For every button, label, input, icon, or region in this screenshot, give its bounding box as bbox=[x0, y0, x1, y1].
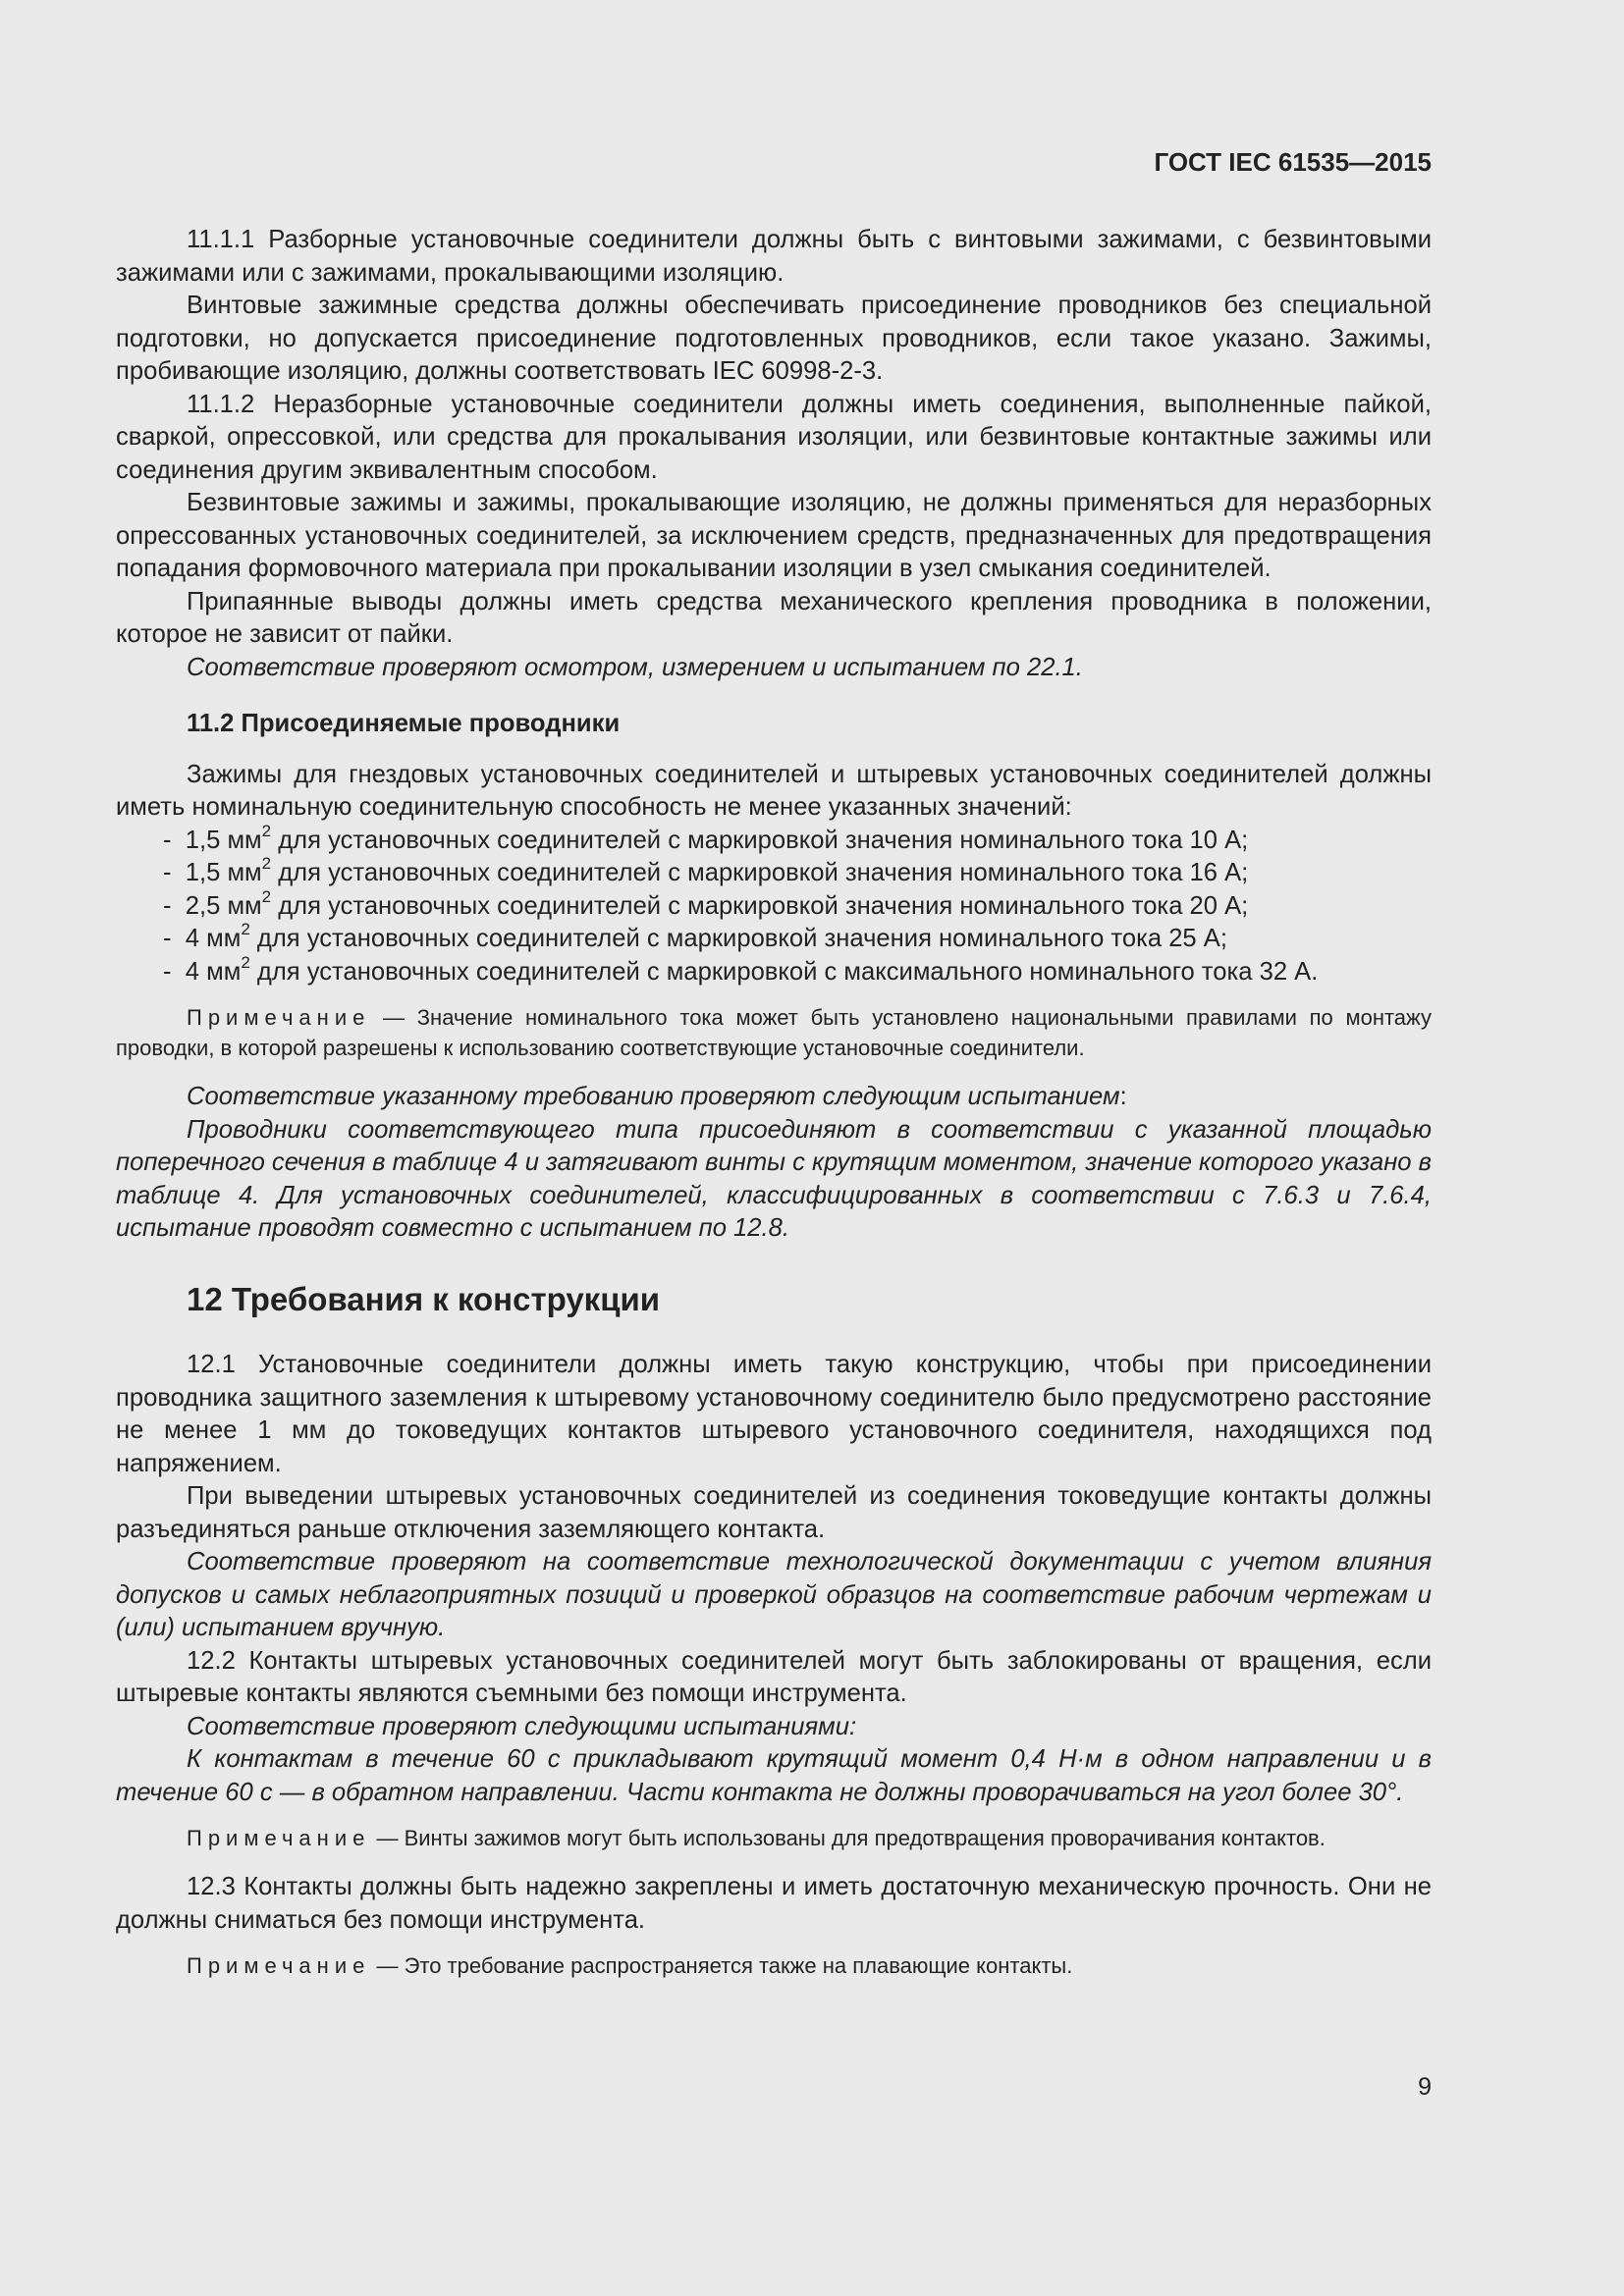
paragraph-12-2: 12.2 Контакты штыревых установочных соединителей могут быть заблокированы от вращения, если штыревые контакты являются съемными без помощи инструмента. bbox=[116, 1646, 1432, 1707]
compliance-documentation-check: Соответствие проверяют на соответствие технологической документации с учетом влияния допусков и самых неблагоприятных позиций и проверкой образцов на соответствие рабочим чертежам и (или) испытанием вручную. bbox=[116, 1548, 1432, 1641]
paragraph-11-1-1: 11.1.1 Разборные установочные соединители должны быть с винтовыми зажимами, с безвинтовыми зажимами или с зажимами, прокалывающими изоляцию. bbox=[116, 226, 1432, 287]
page-number: 9 bbox=[1418, 2073, 1432, 2101]
list-item: - 1,5 $мм^2$ для установочных соединителей с маркировкой значения номинального тока 16 А; bbox=[163, 854, 1249, 886]
paragraph-12-1: 12.1 Установочные соединители должны иметь такую конструкцию, чтобы при присоединении проводника защитного заземления к штыревому установочному соединителю было предусмотрено расстояние не менее 1 мм до токоведущих контактов штыревого установочного соединителя, находящихся под напряжением. bbox=[116, 1351, 1432, 1477]
compliance-test-intro: Соответствие указанному требованию проверяют следующим испытанием: bbox=[187, 1083, 1127, 1110]
compliance-statement: Соответствие проверяют осмотром, измерением и испытанием по 22.1. bbox=[187, 653, 1083, 681]
list-item: - 2,5 $мм^2$ для установочных соединителей с маркировкой значения номинального тока 20 А; bbox=[163, 886, 1249, 920]
list-item: - 4 $мм^2$ для установочных соединителей с маркировкой значения номинального тока 25 А; bbox=[163, 920, 1227, 952]
note-label: Примечание bbox=[187, 1826, 371, 1850]
paragraph-12-3: 12.3 Контакты должны быть надежно закреплены и иметь достаточную механическую прочность. Они не должны сниматься без помощи инструмента. bbox=[116, 1873, 1432, 1934]
page-content bbox=[116, 224, 1432, 1999]
note-rated-current: Примечание — Значение номинального тока может быть установлено национальными правилами по монтажу проводки, в которой разрешены к использованию соответствующие установочные соединители. bbox=[116, 1005, 1432, 1060]
note-label: Примечание bbox=[187, 1953, 371, 1978]
note-floating-contacts: Примечание — Это требование распространяется также на плавающие контакты. bbox=[187, 1953, 1073, 1978]
compliance-tests-intro: Соответствие проверяют следующими испытаниями: bbox=[187, 1712, 857, 1740]
paragraph-disconnection: При выведении штыревых установочных соединителей из соединения токоведущие контакты должны разъединяться раньше отключения заземляющего контакта. bbox=[116, 1482, 1432, 1543]
compliance-test-procedure: Проводники соответствующего типа присоединяют в соответствии с указанной площадью поперечного сечения в таблице 4 и затягивают винты с крутящим моментом, значение которого указано в таблице 4. Для установочных соединителей, классифицированных в соответствии с 7.6.3 и 7.6.4, испытание проводят совместно с испытанием по 12.8. bbox=[116, 1115, 1432, 1242]
paragraph-screw-clamps: Винтовые зажимные средства должны обеспечивать присоединение проводников без специальной подготовки, но допускается присоединение подготовленных проводников, если такое указано. Зажимы, пробивающие изоляцию, должны соответствовать IEC 60998-2-3. bbox=[116, 292, 1432, 385]
note-label: Примечание bbox=[187, 1005, 371, 1030]
list-item: - 1,5 $мм^2$ для установочных соединителей с маркировкой значения номинального тока 10 А; bbox=[163, 821, 1249, 854]
paragraph-screwless-clamps: Безвинтовые зажимы и зажимы, прокалывающие изоляцию, не должны применяться для неразборных опрессованных установочных соединителей, за исключением средств, предназначенных для предотвращения попадания формовочного материала при прокалывании изоляции в узел смыкания соединителей. bbox=[116, 489, 1432, 582]
capacity-list bbox=[116, 821, 1432, 989]
subsection-heading-11-2: 11.2 Присоединяемые проводники bbox=[187, 710, 621, 737]
note-clamp-screws: Примечание — Винты зажимов могут быть использованы для предотвращения проворачивания контактов. bbox=[187, 1826, 1326, 1850]
paragraph-clamps-capacity: Зажимы для гнездовых установочных соединителей и штыревых установочных соединителей должны иметь номинальную соединительную способность не менее указанных значений: bbox=[116, 760, 1432, 821]
list-item: - 4 $мм^2$ для установочных соединителей с маркировкой с максимального номинального тока 32 А. bbox=[163, 952, 1319, 986]
document-id-header: ГОСТ IEC 61535—2015 bbox=[1154, 147, 1432, 177]
torque-test-procedure: К контактам в течение 60 с прикладывают крутящий момент 0,4 Н·м в одном направлении и в течение 60 с — в обратном направлении. Части контакта не должны проворачиваться на угол более 30°. bbox=[116, 1745, 1432, 1806]
paragraph-11-1-2: 11.1.2 Неразборные установочные соединители должны иметь соединения, выполненные пайкой, сваркой, опрессовкой, или средства для прокалывания изоляции, или безвинтовые контактные зажимы или соединения другим эквивалентным способом. bbox=[116, 390, 1432, 484]
paragraph-soldered-terminals: Припаянные выводы должны иметь средства механического крепления проводника в положении, которое не зависит от пайки. bbox=[116, 587, 1432, 648]
section-heading-12: 12 Требования к конструкции bbox=[187, 1280, 661, 1317]
